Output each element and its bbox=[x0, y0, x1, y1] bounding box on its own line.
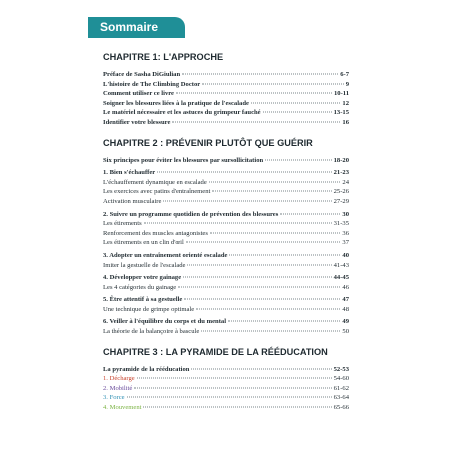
sommaire-tab bbox=[88, 17, 185, 38]
toc-entry[interactable] bbox=[103, 403, 349, 413]
dot-leader bbox=[251, 102, 340, 103]
dot-leader bbox=[172, 121, 340, 122]
entry-label: 4. Mouvement bbox=[103, 404, 142, 412]
toc-entry[interactable] bbox=[103, 295, 349, 305]
entry-label: Les 4 catégories du gainage bbox=[103, 283, 177, 291]
entry-page: 31-35 bbox=[333, 220, 349, 228]
entry-label: 4. Développer votre gainage bbox=[103, 274, 182, 282]
table-of-contents bbox=[103, 52, 349, 423]
entry-label: 3. Adopter un entraînement orienté escalade bbox=[103, 251, 228, 259]
entry-label: Activation musculaire bbox=[103, 197, 162, 205]
dot-leader bbox=[229, 254, 340, 255]
entry-page: 48 bbox=[342, 305, 349, 313]
dot-leader bbox=[157, 172, 331, 173]
entry-label: L'échauffement dynamique en escalade bbox=[103, 178, 207, 186]
chapter-3-section bbox=[103, 347, 349, 413]
entry-label: Les exercices avec patins d'entraînement bbox=[103, 188, 211, 196]
dot-leader bbox=[178, 286, 340, 287]
toc-entry[interactable] bbox=[103, 317, 349, 327]
dot-leader bbox=[182, 74, 338, 75]
dot-leader bbox=[143, 407, 331, 408]
toc-entry[interactable] bbox=[103, 99, 349, 109]
dot-leader bbox=[228, 321, 340, 322]
dot-leader bbox=[280, 213, 340, 214]
toc-entry[interactable] bbox=[103, 305, 349, 315]
toc-entry[interactable] bbox=[103, 108, 349, 118]
chapter-2-title: CHAPITRE 2 : PRÉVENIR PLUTÔT QUE GUÉRIR bbox=[103, 137, 313, 148]
toc-entry[interactable] bbox=[103, 178, 349, 188]
entry-label: L'histoire de The Climbing Doctor bbox=[103, 80, 201, 88]
dot-leader bbox=[186, 242, 341, 243]
entry-label: Une technique de grimpe optimale bbox=[103, 305, 195, 313]
entry-label: Identifier votre blessure bbox=[103, 118, 171, 126]
entry-label: Les étirements en un clin d'œil bbox=[103, 239, 184, 247]
toc-entry[interactable] bbox=[103, 273, 349, 283]
toc-entry[interactable] bbox=[103, 384, 349, 394]
entry-page: 25-26 bbox=[333, 188, 349, 196]
entry-label: 1. Bien s'échauffer bbox=[103, 169, 156, 177]
entry-label: 1. Décharge bbox=[103, 375, 135, 383]
chapter-1-title: CHAPITRE 1: L'APPROCHE bbox=[103, 52, 224, 62]
dot-leader bbox=[163, 200, 331, 201]
entry-page: 47 bbox=[342, 296, 349, 304]
entry-page: 46 bbox=[342, 283, 349, 291]
dot-leader bbox=[212, 191, 331, 192]
entry-page: 54-60 bbox=[333, 375, 349, 383]
dot-leader bbox=[202, 83, 344, 84]
entry-label: Soigner les blessures liées à la pratique de l'escalade bbox=[103, 99, 249, 107]
toc-entry[interactable] bbox=[103, 187, 349, 197]
toc-entry[interactable] bbox=[103, 197, 349, 207]
entry-label: Les étirements bbox=[103, 220, 142, 228]
entry-label: 6. Veiller à l'équilibre du corps et du mental bbox=[103, 318, 227, 326]
entry-label: 2. Mobilité bbox=[103, 384, 133, 392]
toc-entry[interactable] bbox=[103, 229, 349, 239]
toc-entry[interactable] bbox=[103, 365, 349, 375]
toc-entry[interactable] bbox=[103, 80, 349, 90]
entry-page: 44-45 bbox=[333, 274, 349, 282]
toc-entry[interactable] bbox=[103, 283, 349, 293]
dot-leader bbox=[201, 331, 340, 332]
sommaire-title: Sommaire bbox=[100, 20, 159, 34]
entry-page: 49 bbox=[342, 318, 349, 326]
chapter-3-title: CHAPITRE 3 : LA PYRAMIDE DE LA RÉÉDUCATION bbox=[103, 346, 328, 357]
entry-page: 18-20 bbox=[333, 156, 349, 164]
toc-entry[interactable] bbox=[103, 89, 349, 99]
dot-leader bbox=[187, 264, 331, 265]
entry-page: 65-66 bbox=[333, 404, 349, 412]
entry-page: 52-53 bbox=[333, 365, 349, 373]
toc-entry[interactable] bbox=[103, 168, 349, 178]
entry-page: 40 bbox=[342, 251, 349, 259]
dot-leader bbox=[144, 223, 332, 224]
entry-page: 50 bbox=[342, 328, 349, 336]
chapter-2-section bbox=[103, 138, 349, 337]
toc-entry[interactable] bbox=[103, 156, 349, 166]
entry-page: 27-29 bbox=[333, 197, 349, 205]
entry-page: 41-43 bbox=[333, 261, 349, 269]
dot-leader bbox=[196, 308, 340, 309]
entry-page: 24 bbox=[342, 178, 349, 186]
entry-page: 61-62 bbox=[333, 384, 349, 392]
entry-page: 63-64 bbox=[333, 394, 349, 402]
toc-entry[interactable] bbox=[103, 219, 349, 229]
toc-entry[interactable] bbox=[103, 238, 349, 248]
dot-leader bbox=[210, 232, 340, 233]
entry-label: 5. Être attentif à sa gestuelle bbox=[103, 296, 183, 304]
entry-label: La théorie de la balançoire à bascule bbox=[103, 328, 200, 336]
entry-page: 37 bbox=[342, 239, 349, 247]
entry-page: 9 bbox=[345, 80, 349, 88]
dot-leader bbox=[134, 387, 331, 388]
entry-label: Imiter la gestuelle de l'escalade bbox=[103, 261, 186, 269]
dot-leader bbox=[137, 378, 332, 379]
dot-leader bbox=[263, 112, 332, 113]
toc-entry[interactable] bbox=[103, 210, 349, 220]
entry-label: 3. Force bbox=[103, 394, 125, 402]
entry-label: Le matériel nécessaire et les astuces du grimpeur fauché bbox=[103, 109, 261, 117]
entry-page: 6-7 bbox=[340, 71, 349, 78]
entry-page: 30 bbox=[342, 210, 349, 218]
entry-page: 10-11 bbox=[333, 90, 349, 98]
entry-label: Comment utiliser ce livre bbox=[103, 90, 174, 98]
entry-label: Préface de Sasha DiGiulian bbox=[103, 71, 181, 78]
entry-label: Renforcement des muscles antagonistes bbox=[103, 229, 208, 237]
dot-leader bbox=[184, 299, 340, 300]
entry-page: 36 bbox=[342, 229, 349, 237]
entry-label: 2. Suivre un programme quotidien de prévention des blessures bbox=[103, 210, 279, 218]
dot-leader bbox=[176, 93, 332, 94]
entry-page: 12 bbox=[342, 99, 349, 107]
entry-page: 13-15 bbox=[333, 109, 349, 117]
dot-leader bbox=[265, 159, 331, 160]
entry-page: 16 bbox=[342, 118, 349, 126]
entry-page: 21-23 bbox=[333, 169, 349, 177]
toc-entry[interactable] bbox=[103, 70, 349, 80]
toc-entry[interactable] bbox=[103, 118, 349, 128]
chapter-1-section bbox=[103, 52, 349, 128]
dot-leader bbox=[127, 397, 332, 398]
toc-entry[interactable] bbox=[103, 261, 349, 271]
dot-leader bbox=[191, 368, 331, 369]
toc-entry[interactable] bbox=[103, 393, 349, 403]
toc-entry[interactable] bbox=[103, 251, 349, 261]
entry-label: La pyramide de la rééducation bbox=[103, 365, 190, 373]
entry-label: Six principes pour éviter les blessures par sursollicitation bbox=[103, 156, 264, 164]
dot-leader bbox=[183, 277, 331, 278]
dot-leader bbox=[209, 181, 341, 182]
toc-entry[interactable] bbox=[103, 327, 349, 337]
toc-entry[interactable] bbox=[103, 374, 349, 384]
